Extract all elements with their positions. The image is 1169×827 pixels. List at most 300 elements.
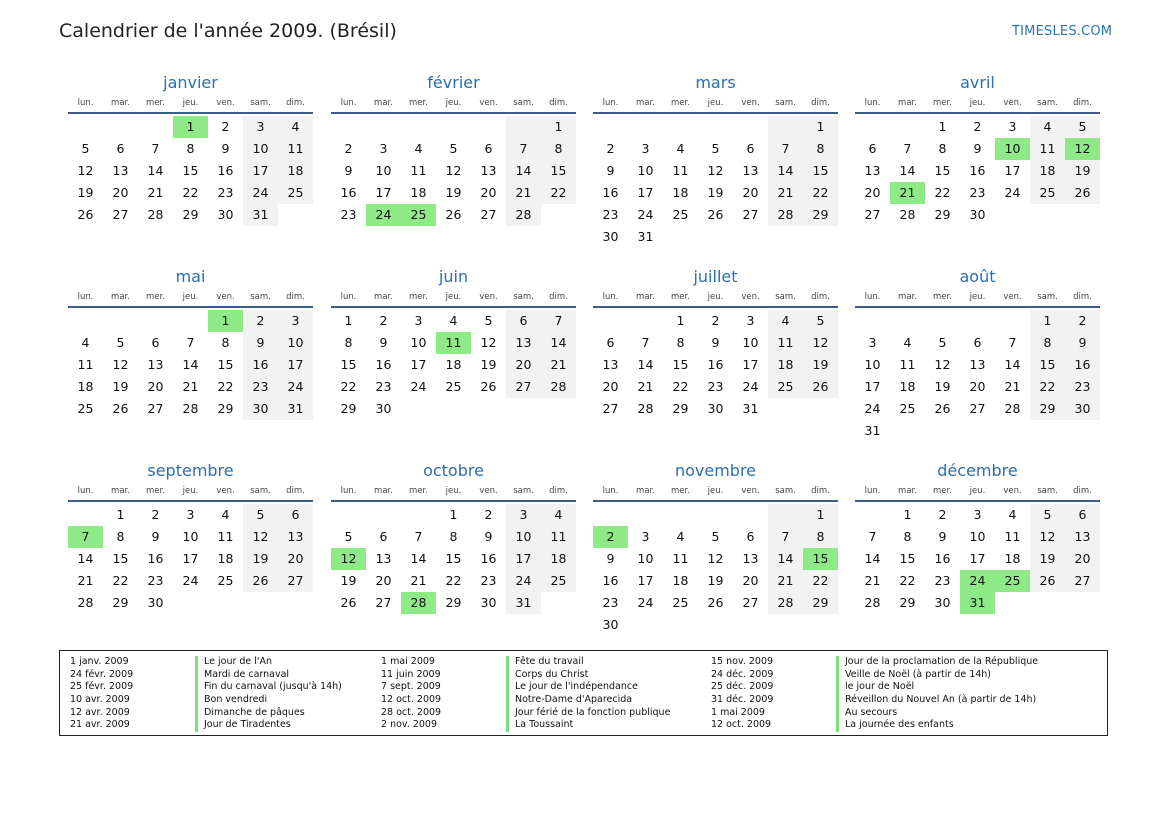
holiday-name: Bon vendredi [195,694,267,707]
day-cell: 5 [938,335,947,350]
weekday-label: jeu. [707,98,724,108]
holiday-date: 25 déc. 2009 [711,681,774,693]
weekday-label: lun. [864,486,881,496]
day-cell: 18 [899,379,916,394]
day-cell: 18 [410,185,427,200]
day-cell: 16 [602,573,619,588]
day-cell: 3 [746,313,755,328]
day-cell: 31 [742,401,759,416]
empty-cell [103,310,138,332]
empty-cell [995,310,1030,332]
day-cell: 19 [445,185,462,200]
holiday-date: 12 avr. 2009 [70,706,130,718]
day-cell: 6 [484,141,493,156]
holiday-name: Fête du travail [506,656,584,669]
day-cell: 17 [742,357,759,372]
empty-cell [278,204,313,226]
day-cell: 9 [973,141,982,156]
day-cell: 26 [934,401,951,416]
day-cell: 7 [506,138,541,160]
day-cell: 9 [151,529,160,544]
month-name: janvier [163,73,218,92]
day-cell: 6 [606,335,615,350]
weekday-label: lun. [864,292,881,302]
weekday-label: jeu. [707,292,724,302]
month-0 [68,73,313,226]
month-name: juin [438,267,469,286]
day-cell: 27 [742,207,759,222]
day-cell: 14 [899,163,916,178]
day-cell: 10 [864,357,881,372]
day-cell: 5 [449,141,458,156]
day-cell: 7 [541,310,576,332]
day-cell: 13 [506,332,541,354]
day-cell: 16 [340,185,357,200]
day-cell: 17 [243,160,278,182]
month-divider [593,500,838,502]
day-cell: 7 [768,526,803,548]
day-cell: 28 [768,592,803,614]
day-cell: 1 [344,313,353,328]
day-cell: 17 [637,573,654,588]
day-cell: 25 [768,376,803,398]
day-cell: 20 [375,573,392,588]
weekday-label: mer. [146,486,165,496]
month-divider [331,306,576,308]
day-cell: 24 [637,207,654,222]
day-cell: 23 [480,573,497,588]
day-cell: 30 [243,398,278,420]
day-cell: 30 [934,595,951,610]
weekday-label: dim. [549,292,568,302]
day-cell: 26 [112,401,129,416]
day-cell: 21 [77,573,94,588]
brand-link[interactable]: TIMESLES.COM [1012,24,1113,39]
empty-cell [733,504,768,526]
empty-cell [366,116,401,138]
holiday-name: Veille de Noël (à partir de 14h) [836,669,991,682]
month-name: mai [175,267,206,286]
empty-cell [663,116,698,138]
day-cell: 29 [803,592,838,614]
day-cell: 12 [707,551,724,566]
day-cell: 27 [375,595,392,610]
empty-cell [506,398,541,420]
day-cell: 3 [506,504,541,526]
day-cell: 24 [182,573,199,588]
day-cell: 12 [934,357,951,372]
weekday-label: jeu. [969,98,986,108]
empty-cell [925,420,960,442]
day-cell: 11 [768,332,803,354]
weekday-label: sam. [513,486,534,496]
month-divider [593,112,838,114]
empty-cell [803,398,838,420]
day-cell: 8 [449,529,458,544]
day-cell: 11 [672,163,689,178]
weekday-label: ven. [479,486,498,496]
day-cell: 20 [1065,548,1100,570]
holiday-name: Le jour de l'An [195,656,272,669]
day-cell: 21 [864,573,881,588]
day-cell: 4 [414,141,423,156]
holiday-date: 11 juin 2009 [381,668,441,680]
day-cell: 18 [278,160,313,182]
weekday-label: jeu. [969,292,986,302]
day-cell: 30 [969,207,986,222]
day-cell: 29 [445,595,462,610]
day-cell: 15 [182,163,199,178]
day-cell: 14 [637,357,654,372]
day-cell: 16 [969,163,986,178]
weekday-label: jeu. [445,98,462,108]
weekday-label: mar. [898,98,917,108]
day-cell: 21 [506,182,541,204]
day-cell: 28 [77,595,94,610]
day-cell: 5 [81,141,90,156]
day-cell: 21 [768,570,803,592]
day-cell: 1 [676,313,685,328]
day-cell: 13 [1065,526,1100,548]
holiday-date: 25 févr. 2009 [70,681,134,693]
day-cell: 6 [278,504,313,526]
empty-cell [1030,204,1065,226]
day-cell: 18 [1030,160,1065,182]
day-cell: 29 [672,401,689,416]
day-cell: 14 [768,160,803,182]
empty-cell [698,226,733,248]
day-cell: 10 [969,529,986,544]
weekday-label: ven. [216,486,235,496]
holiday-name: Le jour de l'indépendance [506,681,638,694]
day-cell: 19 [112,379,129,394]
day-cell: 11 [899,357,916,372]
day-cell: 31 [864,423,881,438]
weekday-label: sam. [1037,292,1058,302]
holiday-date: 24 déc. 2009 [711,668,774,680]
weekday-label: dim. [811,292,830,302]
day-cell: 4 [676,141,685,156]
day-cell: 6 [973,335,982,350]
holiday-name: le jour de Noël [836,681,914,694]
day-cell: 14 [768,548,803,570]
month-divider [855,500,1100,502]
day-cell: 13 [742,163,759,178]
day-cell: 3 [186,507,195,522]
weekday-label: mer. [933,98,952,108]
holiday-name: Réveillon du Nouvel An (à partir de 14h) [836,694,1036,707]
day-cell: 2 [606,141,615,156]
day-cell: 4 [541,504,576,526]
day-cell: 26 [445,207,462,222]
day-cell: 3 [1008,119,1017,134]
empty-cell [436,398,471,420]
day-cell: 5 [344,529,353,544]
day-cell: 6 [1065,504,1100,526]
weekday-label: mar. [111,98,130,108]
day-cell: 28 [637,401,654,416]
day-cell: 31 [960,592,995,614]
empty-cell [698,614,733,636]
weekday-label: mar. [374,486,393,496]
day-cell: 6 [116,141,125,156]
day-cell: 7 [903,141,912,156]
day-cell: 1 [173,116,208,138]
month-8 [68,461,313,614]
weekday-label: mar. [111,292,130,302]
weekday-label: ven. [479,292,498,302]
holiday-name: Notre-Dame d'Aparecida [506,694,632,707]
weekday-label: lun. [77,98,94,108]
day-cell: 16 [243,354,278,376]
weekday-label: mar. [374,292,393,302]
day-cell: 19 [1065,160,1100,182]
day-cell: 8 [186,141,195,156]
month-divider [68,500,313,502]
empty-cell [803,614,838,636]
day-cell: 26 [243,570,278,592]
day-cell: 7 [641,335,650,350]
day-cell: 28 [864,595,881,610]
day-cell: 24 [243,182,278,204]
day-cell: 26 [480,379,497,394]
empty-cell [628,614,663,636]
month-7 [855,267,1100,442]
weekday-label: dim. [1073,292,1092,302]
day-cell: 20 [864,185,881,200]
weekday-label: mer. [933,486,952,496]
day-cell: 10 [506,526,541,548]
day-cell: 29 [340,401,357,416]
day-cell: 5 [711,141,720,156]
weekday-label: mer. [671,486,690,496]
weekday-label: mar. [898,486,917,496]
day-cell: 11 [541,526,576,548]
day-cell: 30 [375,401,392,416]
day-cell: 5 [711,529,720,544]
day-cell: 8 [1030,332,1065,354]
day-cell: 3 [243,116,278,138]
month-divider [68,306,313,308]
day-cell: 3 [278,310,313,332]
day-cell: 25 [77,401,94,416]
holiday-date: 1 janv. 2009 [70,656,129,667]
day-cell: 24 [278,376,313,398]
month-name: août [959,267,996,286]
day-cell: 26 [803,376,838,398]
day-cell: 2 [711,313,720,328]
day-cell: 10 [995,138,1030,160]
month-divider [855,306,1100,308]
day-cell: 26 [1030,570,1065,592]
day-cell: 4 [768,310,803,332]
empty-cell [698,116,733,138]
day-cell: 10 [742,335,759,350]
day-cell: 22 [803,182,838,204]
day-cell: 19 [934,379,951,394]
day-cell: 1 [903,507,912,522]
day-cell: 13 [864,163,881,178]
holiday-name: Jour férié de la fonction publique [506,707,670,720]
day-cell: 8 [676,335,685,350]
holiday-name: Mardi de carnaval [195,669,289,682]
weekday-label: ven. [216,98,235,108]
day-cell: 22 [899,573,916,588]
day-cell: 6 [746,141,755,156]
day-cell: 13 [278,526,313,548]
weekday-label: lun. [340,98,357,108]
day-cell: 8 [344,335,353,350]
holiday-name: Dimanche de pâques [195,707,305,720]
weekday-label: sam. [250,486,271,496]
day-cell: 22 [445,573,462,588]
day-cell: 15 [340,357,357,372]
holiday-name: Jour de Tiradentes [195,719,291,732]
day-cell: 26 [340,595,357,610]
day-cell: 28 [506,204,541,226]
day-cell: 16 [480,551,497,566]
empty-cell [278,592,313,614]
month-divider [68,112,313,114]
weekday-label: sam. [250,98,271,108]
empty-cell [733,614,768,636]
month-divider [331,112,576,114]
day-cell: 21 [182,379,199,394]
day-cell: 1 [803,116,838,138]
day-cell: 11 [672,551,689,566]
day-cell: 19 [243,548,278,570]
weekday-label: sam. [250,292,271,302]
day-cell: 14 [1004,357,1021,372]
day-cell: 1 [116,507,125,522]
day-cell: 6 [506,310,541,332]
day-cell: 15 [1030,354,1065,376]
day-cell: 21 [1004,379,1021,394]
day-cell: 12 [1065,138,1100,160]
holiday-name: Au secours [836,707,897,720]
weekday-label: mar. [111,486,130,496]
day-cell: 11 [410,163,427,178]
empty-cell [173,592,208,614]
day-cell: 17 [506,548,541,570]
day-cell: 28 [147,207,164,222]
empty-cell [1030,592,1065,614]
month-4 [68,267,313,420]
day-cell: 23 [1065,376,1100,398]
day-cell: 2 [1065,310,1100,332]
day-cell: 23 [243,376,278,398]
day-cell: 30 [602,229,619,244]
empty-cell [103,116,138,138]
day-cell: 17 [1004,163,1021,178]
day-cell: 27 [480,207,497,222]
empty-cell [663,614,698,636]
day-cell: 30 [480,595,497,610]
day-cell: 3 [641,141,650,156]
day-cell: 12 [480,335,497,350]
day-cell: 22 [1030,376,1065,398]
day-cell: 15 [672,357,689,372]
day-cell: 1 [541,116,576,138]
day-cell: 2 [344,141,353,156]
day-cell: 18 [768,354,803,376]
empty-cell [471,398,506,420]
empty-cell [698,504,733,526]
day-cell: 31 [278,398,313,420]
day-cell: 20 [147,379,164,394]
day-cell: 27 [742,595,759,610]
day-cell: 24 [506,570,541,592]
day-cell: 10 [637,551,654,566]
day-cell: 24 [1004,185,1021,200]
day-cell: 11 [278,138,313,160]
empty-cell [855,116,890,138]
day-cell: 12 [77,163,94,178]
month-name: octobre [423,461,484,480]
day-cell: 18 [217,551,234,566]
day-cell: 25 [899,401,916,416]
empty-cell [768,116,803,138]
month-divider [855,112,1100,114]
day-cell: 7 [768,138,803,160]
day-cell: 21 [637,379,654,394]
holiday-date: 2 nov. 2009 [381,719,437,731]
holiday-legend [59,650,1108,736]
day-cell: 4 [221,507,230,522]
day-cell: 20 [480,185,497,200]
day-cell: 4 [449,313,458,328]
day-cell: 27 [864,207,881,222]
day-cell: 23 [602,595,619,610]
day-cell: 5 [1065,116,1100,138]
weekday-label: lun. [340,292,357,302]
empty-cell [733,226,768,248]
day-cell: 24 [960,570,995,592]
day-cell: 29 [217,401,234,416]
day-cell: 27 [969,401,986,416]
day-cell: 14 [864,551,881,566]
empty-cell [628,116,663,138]
day-cell: 15 [803,160,838,182]
weekday-label: ven. [741,292,760,302]
day-cell: 25 [672,207,689,222]
day-cell: 10 [243,138,278,160]
empty-cell [401,116,436,138]
empty-cell [541,398,576,420]
day-cell: 8 [938,141,947,156]
empty-cell [768,398,803,420]
day-cell: 16 [217,163,234,178]
day-cell: 29 [112,595,129,610]
holiday-date: 24 févr. 2009 [70,668,134,680]
day-cell: 30 [217,207,234,222]
day-cell: 1 [449,507,458,522]
day-cell: 2 [973,119,982,134]
empty-cell [663,226,698,248]
day-cell: 8 [903,529,912,544]
empty-cell [768,614,803,636]
empty-cell [331,504,366,526]
month-10 [593,461,838,636]
day-cell: 23 [340,207,357,222]
weekday-label: mer. [409,98,428,108]
day-cell: 3 [379,141,388,156]
empty-cell [855,504,890,526]
day-cell: 20 [742,185,759,200]
weekday-label: mar. [898,292,917,302]
weekday-label: dim. [811,98,830,108]
month-name: mars [695,73,736,92]
